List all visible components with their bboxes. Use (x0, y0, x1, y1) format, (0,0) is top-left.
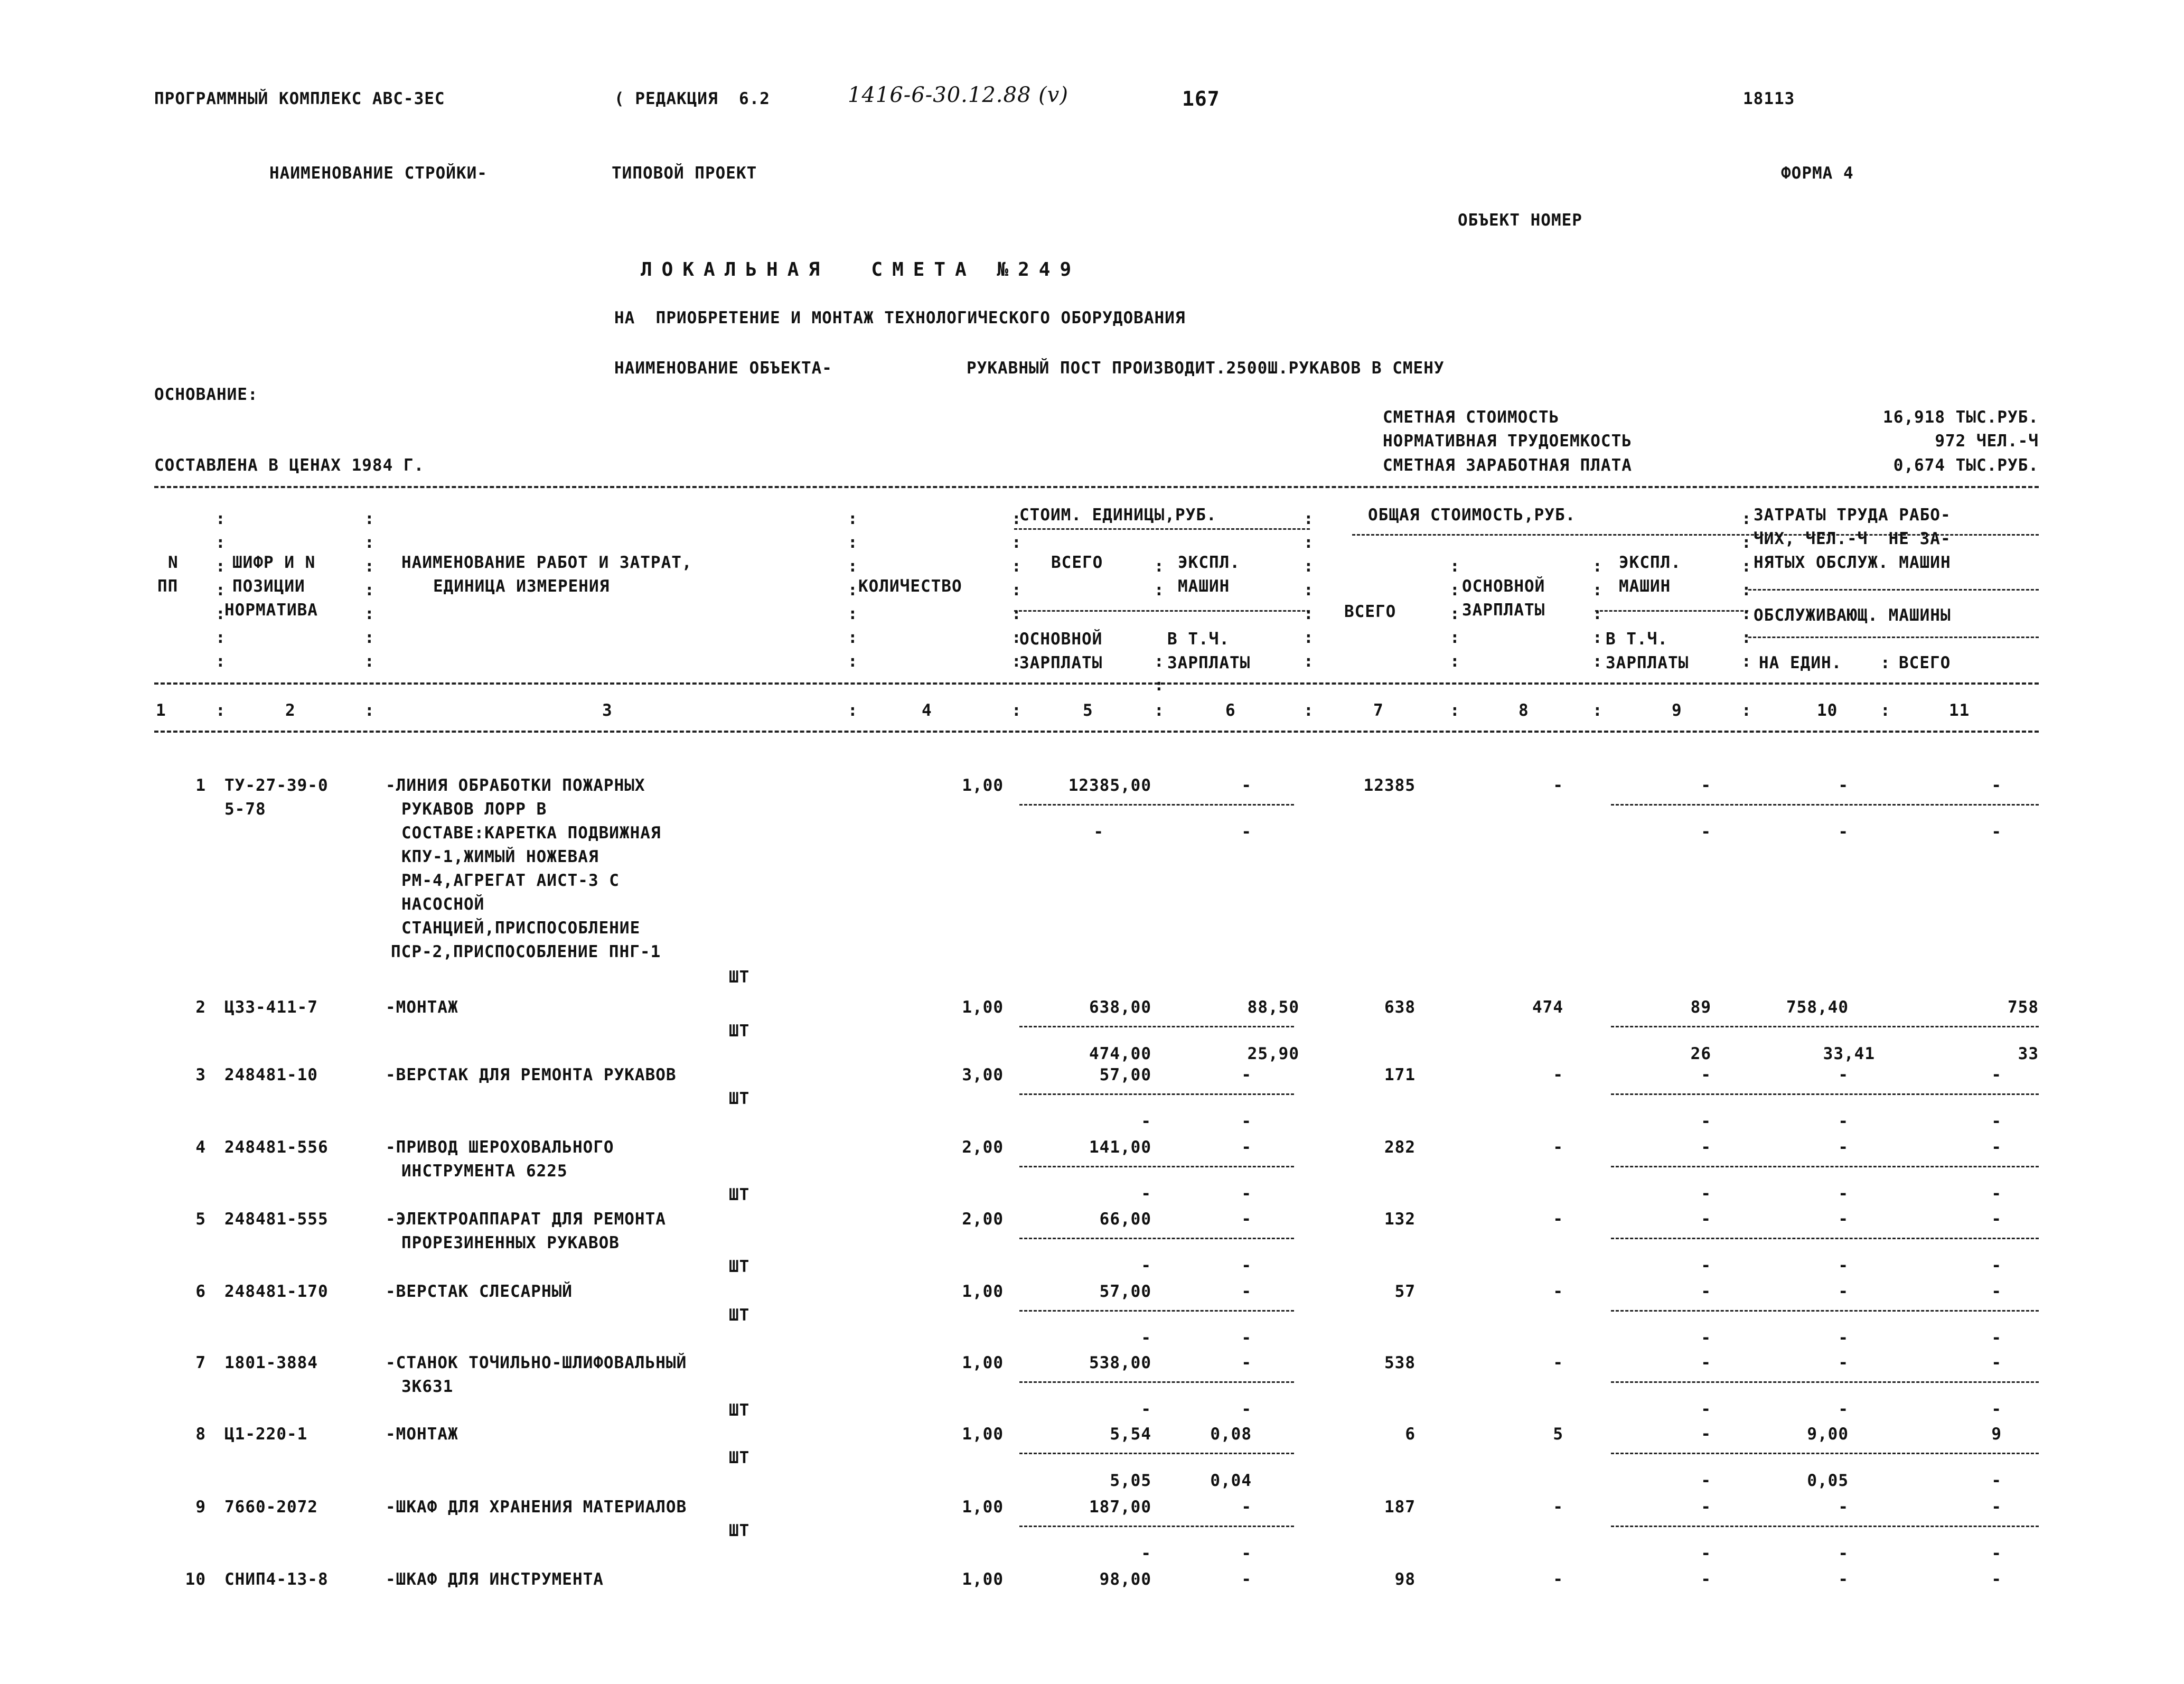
row-total: 57 (1394, 1282, 1416, 1301)
row-name: ПСР-2,ПРИСПОСОБЛЕНИЕ ПНГ-1 (391, 942, 661, 961)
row-unit-wages: - (1141, 1400, 1151, 1419)
col7-header: ВСЕГО (1344, 602, 1396, 621)
colnum-sep: : (1880, 701, 1891, 720)
row-unit-mach: - (1241, 1498, 1252, 1517)
row-code: Ц33-411-7 (224, 998, 318, 1017)
row-total: 98 (1394, 1570, 1416, 1589)
row-unit: ШТ (729, 968, 750, 987)
colnum-sep: : (1154, 701, 1165, 720)
row-wages: 474 (1532, 998, 1563, 1017)
col2-header-line3: НОРМАТИВА (224, 601, 318, 620)
row-divider (1611, 1166, 2039, 1167)
form-label: ФОРМА 4 (1781, 164, 1854, 183)
row-mach: - (1701, 1282, 1711, 1301)
row-mach: - (1701, 1138, 1711, 1157)
row-wages: - (1553, 1065, 1563, 1084)
row-code: Ц1-220-1 (224, 1425, 308, 1444)
row-name: -МОНТАЖ (386, 998, 458, 1017)
row-labor-total-2: - (1991, 1329, 2002, 1348)
row-divider (1611, 1453, 2039, 1454)
edition: ( РЕДАКЦИЯ 6.2 (614, 89, 770, 108)
row-mach: - (1701, 1353, 1711, 1372)
row-unit: ШТ (729, 1448, 750, 1467)
construction-value: ТИПОВОЙ ПРОЕКТ (612, 164, 757, 183)
col4-header: КОЛИЧЕСТВО (858, 577, 962, 596)
row-divider (1611, 1026, 2039, 1027)
row-name: -ПРИВОД ШЕРОХОВАЛЬНОГО (386, 1138, 614, 1157)
group-labor-header-line3: НЯТЫХ ОБСЛУЖ. МАШИН (1754, 553, 1951, 572)
row-unit: ШТ (729, 1521, 750, 1540)
row-qty: 1,00 (962, 1498, 1004, 1517)
row-name: КПУ-1,ЖИМЫЙ НОЖЕВАЯ (401, 847, 599, 866)
row-divider (1019, 1453, 1294, 1454)
program-name: ПРОГРАММНЫЙ КОМПЛЕКС АВС-ЗЕС (154, 89, 445, 108)
row-unit: ШТ (729, 1306, 750, 1325)
row-unit-mach-wages: 0,04 (1210, 1471, 1252, 1490)
row-labor-unit-2: - (1838, 822, 1849, 841)
row-unit-mach: - (1241, 1282, 1252, 1301)
row-divider (1611, 804, 2039, 806)
col8-header-line1: ОСНОВНОЙ (1462, 577, 1545, 596)
row-labor-total: 9 (1991, 1425, 2002, 1444)
row-unit-cost: 187,00 (1089, 1498, 1151, 1517)
row-number: 10 (185, 1570, 206, 1589)
row-labor-total: - (1991, 1282, 2002, 1301)
row-code: 7660-2072 (224, 1498, 318, 1517)
col-sep-10-11: : (1880, 653, 1891, 672)
row-unit-mach: - (1241, 1570, 1252, 1589)
row-unit-cost: 5,54 (1110, 1425, 1151, 1444)
table-rule-top (154, 486, 2039, 488)
summary-value-cost: 16,918 ТЫС.РУБ. (1883, 408, 2039, 427)
row-number: 6 (195, 1282, 206, 1301)
page-number: 167 (1182, 87, 1220, 110)
row-labor-unit: - (1838, 1210, 1849, 1229)
summary-label-cost: СМЕТНАЯ СТОИМОСТЬ (1383, 408, 1560, 427)
colnum-sep: : (1304, 701, 1314, 720)
colnum-7: 7 (1373, 701, 1384, 720)
row-labor-unit-2: - (1838, 1400, 1849, 1419)
row-unit-cost: 638,00 (1089, 998, 1151, 1017)
row-unit-cost: 141,00 (1089, 1138, 1151, 1157)
row-labor-unit-2: - (1838, 1184, 1849, 1203)
row-divider (1611, 1093, 2039, 1095)
row-total: 171 (1384, 1065, 1416, 1084)
row-mach: 89 (1690, 998, 1711, 1017)
row-name: -ВЕРСТАК ДЛЯ РЕМОНТА РУКАВОВ (386, 1065, 677, 1084)
row-qty: 1,00 (962, 1570, 1004, 1589)
row-unit-mach: 88,50 (1247, 998, 1299, 1017)
row-code: 248481-555 (224, 1210, 329, 1229)
row-name: -ЛИНИЯ ОБРАБОТКИ ПОЖАРНЫХ (386, 776, 645, 795)
group-total-cost-header: ОБЩАЯ СТОИМОСТЬ,РУБ. (1368, 506, 1576, 525)
row-wages: - (1553, 776, 1563, 795)
row-unit-mach: - (1241, 1065, 1252, 1084)
row-qty: 1,00 (962, 1353, 1004, 1372)
group-labor-header-line1: ЗАТРАТЫ ТРУДА РАБО- (1754, 506, 1951, 525)
row-unit-mach-wages: - (1241, 1400, 1252, 1419)
colnum-11: 11 (1949, 701, 1970, 720)
row-unit: ШТ (729, 1401, 750, 1420)
row-number: 7 (195, 1353, 206, 1372)
row-unit-wages: - (1141, 1544, 1151, 1563)
row-total: 638 (1384, 998, 1416, 1017)
row-labor-total-2: - (1991, 822, 2002, 841)
row-code: 248481-10 (224, 1065, 318, 1084)
row-unit-wages: - (1141, 1184, 1151, 1203)
row-code: 248481-170 (224, 1282, 329, 1301)
group-labor-header-line4: ОБСЛУЖИВАЮЩ. МАШИНЫ (1754, 606, 1951, 625)
row-wages: - (1553, 1282, 1563, 1301)
row-qty: 3,00 (962, 1065, 1004, 1084)
colnum-sep: : (848, 701, 858, 720)
row-number: 3 (195, 1065, 206, 1084)
row-unit-wages: 474,00 (1089, 1044, 1151, 1063)
construction-label: НАИМЕНОВАНИЕ СТРОЙКИ- (269, 164, 488, 183)
row-labor-unit-2: 33,41 (1823, 1044, 1875, 1063)
row-total: 538 (1384, 1353, 1416, 1372)
row-unit-wages: 5,05 (1110, 1471, 1151, 1490)
row-mach: - (1701, 1498, 1711, 1517)
col-sep-9: : : : : : : : (1741, 509, 1752, 671)
row-number: 9 (195, 1498, 206, 1517)
col5-header-bottom-line2: ЗАРПЛАТЫ (1019, 653, 1103, 672)
row-labor-unit-2: - (1838, 1544, 1849, 1563)
document-number: 18113 (1743, 89, 1795, 108)
row-qty: 1,00 (962, 1425, 1004, 1444)
col2-header-line2: ПОЗИЦИИ (232, 577, 305, 596)
object-number-label: ОБЪЕКТ НОМЕР (1458, 211, 1582, 230)
row-labor-unit-2: - (1838, 1256, 1849, 1275)
row-mach: - (1701, 1065, 1711, 1084)
colnum-5: 5 (1083, 701, 1093, 720)
row-wages: - (1553, 1498, 1563, 1517)
row-labor-unit: - (1838, 776, 1849, 795)
row-wages: - (1553, 1210, 1563, 1229)
col9-header-top-line2: МАШИН (1619, 577, 1671, 596)
table-rule-unit-cost (1014, 528, 1310, 530)
row-labor-total: - (1991, 1498, 2002, 1517)
row-wages: 5 (1553, 1425, 1563, 1444)
row-labor-total-2: - (1991, 1112, 2002, 1131)
col-sep-8: : : : : : (1592, 557, 1603, 671)
row-unit: ШТ (729, 1257, 750, 1276)
object-label: НАИМЕНОВАНИЕ ОБЪЕКТА- (614, 359, 832, 378)
row-name: НАСОСНОЙ (401, 895, 485, 914)
summary-value-wages: 0,674 ТЫС.РУБ. (1893, 456, 2039, 475)
compiled-label: СОСТАВЛЕНА В ЦЕНАХ 1984 Г. (154, 456, 425, 475)
row-name: -МОНТАЖ (386, 1425, 458, 1444)
row-unit-mach: 0,08 (1210, 1425, 1252, 1444)
row-total: 6 (1405, 1425, 1416, 1444)
row-total: 282 (1384, 1138, 1416, 1157)
row-mach-wages: - (1701, 1256, 1711, 1275)
row-code: 5-78 (224, 800, 266, 819)
row-qty: 2,00 (962, 1210, 1004, 1229)
row-unit-mach: - (1241, 1138, 1252, 1157)
row-unit-wages: - (1093, 822, 1104, 841)
col6-header-top-line2: МАШИН (1178, 577, 1230, 596)
row-divider (1019, 1381, 1294, 1383)
col10-header: НА ЕДИН. (1759, 653, 1842, 672)
col9-header-bottom-line2: ЗАРПЛАТЫ (1606, 653, 1689, 672)
row-labor-unit: 9,00 (1807, 1425, 1849, 1444)
row-unit-mach-wages: - (1241, 1329, 1252, 1348)
row-unit-mach-wages: - (1241, 822, 1252, 841)
colnum-sep: : (1450, 701, 1460, 720)
summary-label-wages: СМЕТНАЯ ЗАРАБОТНАЯ ПЛАТА (1383, 456, 1632, 475)
row-unit-mach-wages: - (1241, 1112, 1252, 1131)
row-labor-total: - (1991, 1065, 2002, 1084)
document-title: ЛОКАЛЬНАЯ СМЕТА №249 (641, 259, 1081, 280)
row-labor-total-2: - (1991, 1184, 2002, 1203)
document-subtitle: НА ПРИОБРЕТЕНИЕ И МОНТАЖ ТЕХНОЛОГИЧЕСКОГО ОБОРУДОВАНИЯ (614, 308, 1186, 328)
row-mach: - (1701, 1210, 1711, 1229)
row-name: ИНСТРУМЕНТА 6225 (401, 1162, 568, 1181)
colnum-sep: : (1741, 701, 1752, 720)
row-unit-cost: 538,00 (1089, 1353, 1151, 1372)
row-number: 2 (195, 998, 206, 1017)
row-unit-cost: 12385,00 (1068, 776, 1151, 795)
row-total: 187 (1384, 1498, 1416, 1517)
row-mach-wages: 26 (1690, 1044, 1711, 1063)
row-name: РМ-4,АГРЕГАТ АИСТ-3 С (401, 871, 620, 890)
row-name: -СТАНОК ТОЧИЛЬНО-ШЛИФОВАЛЬНЫЙ (386, 1353, 687, 1372)
col6-header-bottom-line1: В Т.Ч. (1167, 630, 1230, 649)
row-wages: - (1553, 1353, 1563, 1372)
row-unit: ШТ (729, 1022, 750, 1041)
col3-header-line1: НАИМЕНОВАНИЕ РАБОТ И ЗАТРАТ, (401, 553, 692, 572)
row-wages: - (1553, 1138, 1563, 1157)
colnum-4: 4 (922, 701, 932, 720)
row-code: ТУ-27-39-0 (224, 776, 329, 795)
col6-header-bottom-line2: ЗАРПЛАТЫ (1167, 653, 1251, 672)
colnum-sep: : (364, 701, 375, 720)
colnum-3: 3 (602, 701, 613, 720)
row-qty: 1,00 (962, 776, 1004, 795)
row-divider (1019, 1526, 1294, 1527)
row-labor-total: 758 (2008, 998, 2039, 1017)
col1-header-line2: ПП (157, 577, 179, 596)
row-divider (1019, 1093, 1294, 1095)
col-sep-4: : : : : : : : (1011, 509, 1022, 671)
row-unit-mach-wages: 25,90 (1247, 1044, 1299, 1063)
row-labor-unit: - (1838, 1138, 1849, 1157)
col5-header-top: ВСЕГО (1051, 553, 1103, 572)
row-labor-unit-2: - (1838, 1329, 1849, 1348)
col8-header-line2: ЗАРПЛАТЫ (1462, 601, 1545, 620)
colnum-1: 1 (156, 701, 166, 720)
row-code: 1801-3884 (224, 1353, 318, 1372)
colnum-10: 10 (1817, 701, 1838, 720)
col2-header-line1: ШИФР И N (232, 553, 316, 572)
table-rule-numbers-bottom (154, 731, 2039, 733)
row-divider (1019, 1310, 1294, 1312)
col9-header-bottom-line1: В Т.Ч. (1606, 630, 1668, 649)
col-sep-2: : : : : : : : (364, 509, 375, 671)
row-unit-cost: 66,00 (1099, 1210, 1151, 1229)
row-unit-cost: 57,00 (1099, 1282, 1151, 1301)
handwritten-note: 1416-6-30.12.88 (v) (848, 83, 1068, 107)
row-labor-total-2: - (1991, 1544, 2002, 1563)
row-unit-mach-wages: - (1241, 1256, 1252, 1275)
col1-header-line1: N (168, 553, 179, 572)
row-unit-cost: 57,00 (1099, 1065, 1151, 1084)
col11-header: ВСЕГО (1899, 653, 1951, 672)
colnum-6: 6 (1225, 701, 1236, 720)
row-number: 5 (195, 1210, 206, 1229)
row-labor-unit-2: - (1838, 1112, 1849, 1131)
row-mach-wages: - (1701, 1544, 1711, 1563)
row-name: -ШКАФ ДЛЯ ХРАНЕНИЯ МАТЕРИАЛОВ (386, 1498, 687, 1517)
row-unit-wages: - (1141, 1112, 1151, 1131)
col-sep-5: : : : : (1154, 557, 1165, 695)
row-unit-mach-wages: - (1241, 1184, 1252, 1203)
row-name: -ШКАФ ДЛЯ ИНСТРУМЕНТА (386, 1570, 604, 1589)
row-unit-mach-wages: - (1241, 1544, 1252, 1563)
row-qty: 1,00 (962, 998, 1004, 1017)
basis-label: ОСНОВАНИЕ: (154, 385, 258, 404)
row-labor-total: - (1991, 776, 2002, 795)
row-number: 8 (195, 1425, 206, 1444)
row-mach-wages: - (1701, 1112, 1711, 1131)
row-unit-wages: - (1141, 1329, 1151, 1348)
col-sep-1: : : : : : : : (215, 509, 226, 671)
row-name: -ЭЛЕКТРОАППАРАТ ДЛЯ РЕМОНТА (386, 1210, 666, 1229)
row-mach-wages: - (1701, 1471, 1711, 1490)
row-number: 4 (195, 1138, 206, 1157)
row-name: СТАНЦИЕЙ,ПРИСПОСОБЛЕНИЕ (401, 919, 641, 938)
row-qty: 1,00 (962, 1282, 1004, 1301)
col-sep-6: : : : : : : : (1304, 509, 1314, 671)
colnum-sep: : (1011, 701, 1022, 720)
row-code: 248481-556 (224, 1138, 329, 1157)
col5-header-bottom-line1: ОСНОВНОЙ (1019, 630, 1103, 649)
row-qty: 2,00 (962, 1138, 1004, 1157)
row-unit-cost: 98,00 (1099, 1570, 1151, 1589)
row-divider (1019, 1026, 1294, 1027)
row-name: СОСТАВЕ:КАРЕТКА ПОДВИЖНАЯ (401, 824, 661, 843)
row-name: ЗК631 (401, 1377, 454, 1396)
colnum-sep: : (215, 701, 226, 720)
col6-header-top-line1: ЭКСПЛ. (1178, 553, 1240, 572)
col9-header-top-line1: ЭКСПЛ. (1619, 553, 1681, 572)
row-divider (1611, 1526, 2039, 1527)
table-rule-mach-split (1595, 610, 1748, 612)
row-labor-total: - (1991, 1210, 2002, 1229)
colnum-sep: : (1592, 701, 1603, 720)
row-name: -ВЕРСТАК СЛЕСАРНЫЙ (386, 1282, 573, 1301)
row-labor-total-2: 33 (2018, 1044, 2039, 1063)
table-rule-header-bottom (154, 682, 2039, 685)
row-unit-mach: - (1241, 776, 1252, 795)
summary-value-labor: 972 ЧЕЛ.-Ч (1935, 432, 2039, 451)
row-labor-total: - (1991, 1138, 2002, 1157)
row-labor-total-2: - (1991, 1256, 2002, 1275)
row-unit: ШТ (729, 1185, 750, 1204)
row-labor-unit: - (1838, 1570, 1849, 1589)
row-mach-wages: - (1701, 1184, 1711, 1203)
row-unit-mach: - (1241, 1210, 1252, 1229)
row-divider (1611, 1310, 2039, 1312)
col-sep-3: : : : : : : : (848, 509, 858, 671)
row-total: 132 (1384, 1210, 1416, 1229)
row-labor-total: - (1991, 1353, 2002, 1372)
object-value: РУКАВНЫЙ ПОСТ ПРОИЗВОДИТ.2500Ш.РУКАВОВ В СМЕНУ (967, 359, 1445, 378)
colnum-2: 2 (285, 701, 296, 720)
row-divider (1019, 1238, 1294, 1239)
row-labor-total-2: - (1991, 1400, 2002, 1419)
table-rule-labor-split1 (1748, 589, 2039, 591)
row-wages: - (1553, 1570, 1563, 1589)
summary-label-labor: НОРМАТИВНАЯ ТРУДОЕМКОСТЬ (1383, 432, 1632, 451)
row-number: 1 (195, 776, 206, 795)
row-labor-unit: - (1838, 1498, 1849, 1517)
group-unit-cost-header: СТОИМ. ЕДИНИЦЫ,РУБ. (1019, 506, 1217, 525)
row-divider (1019, 804, 1294, 806)
row-name: РУКАВОВ ЛОРР В (401, 800, 547, 819)
row-labor-unit: - (1838, 1282, 1849, 1301)
row-mach-wages: - (1701, 1329, 1711, 1348)
row-labor-unit: - (1838, 1065, 1849, 1084)
col-sep-7: : : : : : (1450, 557, 1460, 671)
row-unit-wages: - (1141, 1256, 1151, 1275)
row-code: СНИП4-13-8 (224, 1570, 329, 1589)
row-divider (1019, 1166, 1294, 1167)
row-labor-unit: 758,40 (1786, 998, 1849, 1017)
row-name: ПРОРЕЗИНЕННЫХ РУКАВОВ (401, 1233, 620, 1252)
row-unit: ШТ (729, 1089, 750, 1108)
row-mach-wages: - (1701, 1400, 1711, 1419)
row-labor-total: - (1991, 1570, 2002, 1589)
colnum-9: 9 (1672, 701, 1682, 720)
row-unit-mach: - (1241, 1353, 1252, 1372)
row-mach: - (1701, 1570, 1711, 1589)
row-labor-unit-2: 0,05 (1807, 1471, 1849, 1490)
row-divider (1611, 1238, 2039, 1239)
group-labor-header-line2: ЧИХ, ЧЕЛ.-Ч НЕ ЗА- (1754, 529, 1951, 548)
row-labor-total-2: - (1991, 1471, 2002, 1490)
row-labor-unit: - (1838, 1353, 1849, 1372)
row-mach-wages: - (1701, 822, 1711, 841)
row-total: 12385 (1363, 776, 1416, 795)
row-mach: - (1701, 776, 1711, 795)
col3-header-line2: ЕДИНИЦА ИЗМЕРЕНИЯ (433, 577, 610, 596)
row-divider (1611, 1381, 2039, 1383)
colnum-8: 8 (1519, 701, 1529, 720)
row-mach: - (1701, 1425, 1711, 1444)
table-rule-labor-split2 (1748, 637, 2039, 638)
